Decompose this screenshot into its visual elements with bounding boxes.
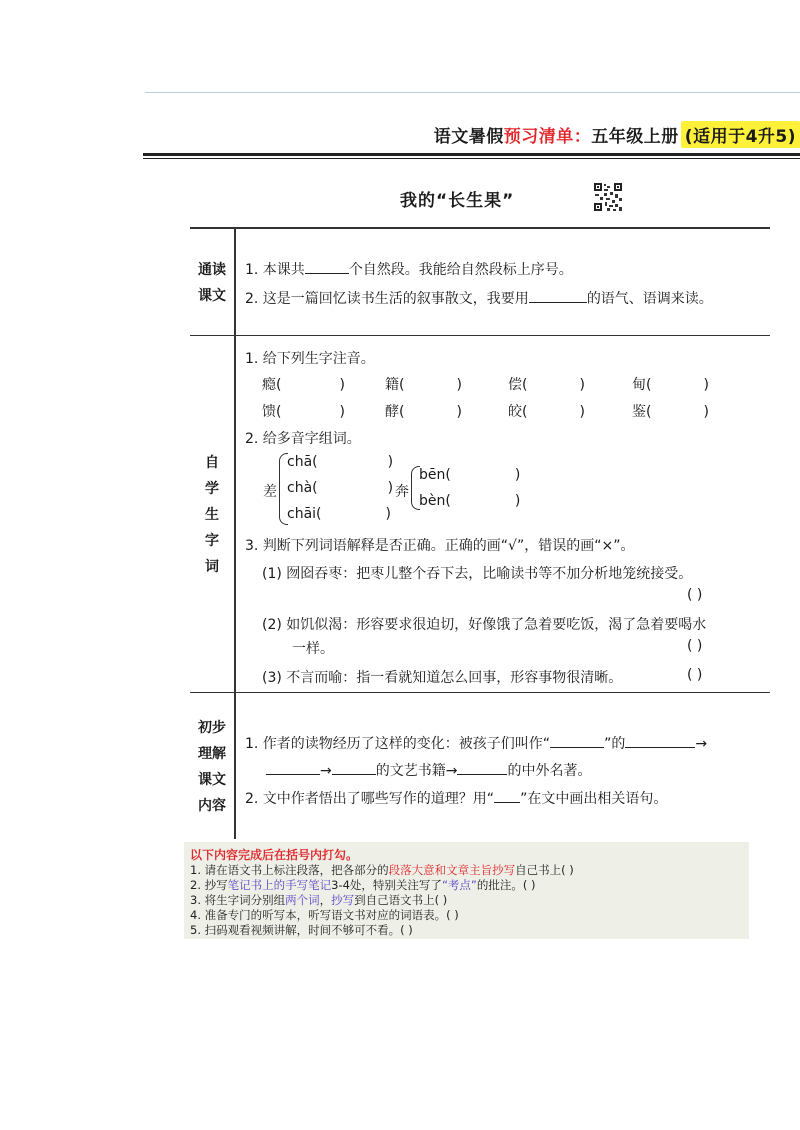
vocab-q1: 1. 给下列生字注音。 xyxy=(245,351,375,367)
lesson-title: 我的“长生果” xyxy=(400,191,515,211)
understand-q1-cont: → 的文艺书籍→ 的中外名著。 xyxy=(266,760,591,780)
checklist-item-4[interactable]: 4. 准备专门的听写本，听写语文书对应的词语表。( ) xyxy=(190,908,459,922)
section-divider xyxy=(190,692,770,693)
vocab-q2: 2. 给多音字组词。 xyxy=(245,431,361,447)
checklist-item-3[interactable]: 3. 将生字词分别组两个词，抄写到自己语文书上( ) xyxy=(190,893,448,907)
pinyin-item[interactable]: 甸( ) xyxy=(632,377,709,393)
top-rule xyxy=(145,92,800,93)
section-divider xyxy=(190,335,770,336)
polyphone-reading[interactable]: chāi( ) xyxy=(287,506,391,522)
checklist-item-1[interactable]: 1. 请在语文书上标注段落，把各部分的段落大意和文章主旨抄写自己书上( ) xyxy=(190,863,574,877)
checklist-item-2[interactable]: 2. 抄写笔记书上的手写笔记3-4处，特别关注写了“考点”的批注。( ) xyxy=(190,878,536,892)
answer-blank[interactable] xyxy=(305,259,349,274)
polyphone-reading[interactable]: chā( ) xyxy=(287,454,394,470)
answer-blank[interactable] xyxy=(457,760,507,775)
checklist-item-5[interactable]: 5. 扫码观看视频讲解，时间不够可不看。( ) xyxy=(190,923,413,937)
table-column-divider xyxy=(234,229,236,839)
pinyin-item[interactable]: 皎( ) xyxy=(508,404,585,420)
pinyin-item[interactable]: 瘾( ) xyxy=(262,377,345,393)
pinyin-item[interactable]: 酵( ) xyxy=(385,404,462,420)
polyphone-reading[interactable]: chà( ) xyxy=(287,480,394,496)
pinyin-item[interactable]: 偿( ) xyxy=(508,377,585,393)
reading-q2: 2. 这是一篇回忆读书生活的叙事散文，我要用 的语气、语调来读。 xyxy=(245,288,713,308)
table-top-border xyxy=(190,227,770,229)
header-part3: 五年级上册 xyxy=(591,126,679,147)
answer-blank[interactable] xyxy=(550,733,604,748)
polyphone-reading[interactable]: bēn( ) xyxy=(419,467,521,483)
reading-q1: 1. 本课共 个自然段。我能给自然段标上序号。 xyxy=(245,259,573,279)
header-rule xyxy=(143,153,800,156)
header-rule-thin xyxy=(143,158,800,159)
answer-blank[interactable] xyxy=(529,288,587,303)
pinyin-item[interactable]: 籍( ) xyxy=(385,377,462,393)
header-part2: 预习清单： xyxy=(503,126,592,147)
qr-code-icon[interactable] xyxy=(593,182,623,212)
polyphone-char: 差 xyxy=(263,484,277,500)
answer-blank[interactable] xyxy=(494,788,520,803)
page-header xyxy=(140,118,800,150)
judge-answer[interactable]: ( ) xyxy=(687,667,703,683)
checklist-title: 以下内容完成后在括号内打勾。 xyxy=(190,848,359,862)
grade-badge: (适用于4升5) xyxy=(681,121,800,148)
polyphone-reading[interactable]: bèn( ) xyxy=(419,493,521,509)
judge-item-3: (3) 不言而喻：指一看就知道怎么回事，形容事物很清晰。 xyxy=(262,670,623,686)
polyphone-char: 奔 xyxy=(395,484,409,500)
answer-blank[interactable] xyxy=(625,733,695,748)
answer-blank[interactable] xyxy=(266,760,320,775)
answer-blank[interactable] xyxy=(332,760,376,775)
understand-q2: 2. 文中作者悟出了哪些写作的道理？用“ ”在文中画出相关语句。 xyxy=(245,788,667,808)
judge-answer[interactable]: ( ) xyxy=(687,638,703,654)
judge-answer[interactable]: ( ) xyxy=(687,587,703,603)
pinyin-item[interactable]: 馈( ) xyxy=(262,404,345,420)
understand-q1: 1. 作者的读物经历了这样的变化：被孩子们叫作“ ”的 → xyxy=(245,733,707,753)
judge-item-1: (1) 囫囵吞枣：把枣儿整个吞下去，比喻读书等不加分析地笼统接受。 xyxy=(262,566,693,582)
section-label-reading: 通读 课文 xyxy=(198,262,226,304)
header-part1: 语文暑假 xyxy=(433,126,504,147)
section-label-understand: 初步 理解 课文 内容 xyxy=(198,720,226,814)
pinyin-item[interactable]: 鉴( ) xyxy=(632,404,709,420)
vocab-q3: 3. 判断下列词语解释是否正确。正确的画“√”，错误的画“×”。 xyxy=(245,538,635,554)
section-label-vocab: 自 学 生 字 词 xyxy=(205,455,219,575)
judge-item-2: (2) 如饥似渴：形容要求很迫切，好像饿了急着要吃饭，渴了急着要喝水 xyxy=(262,617,707,633)
judge-item-2-cont: 一样。 xyxy=(292,641,334,657)
